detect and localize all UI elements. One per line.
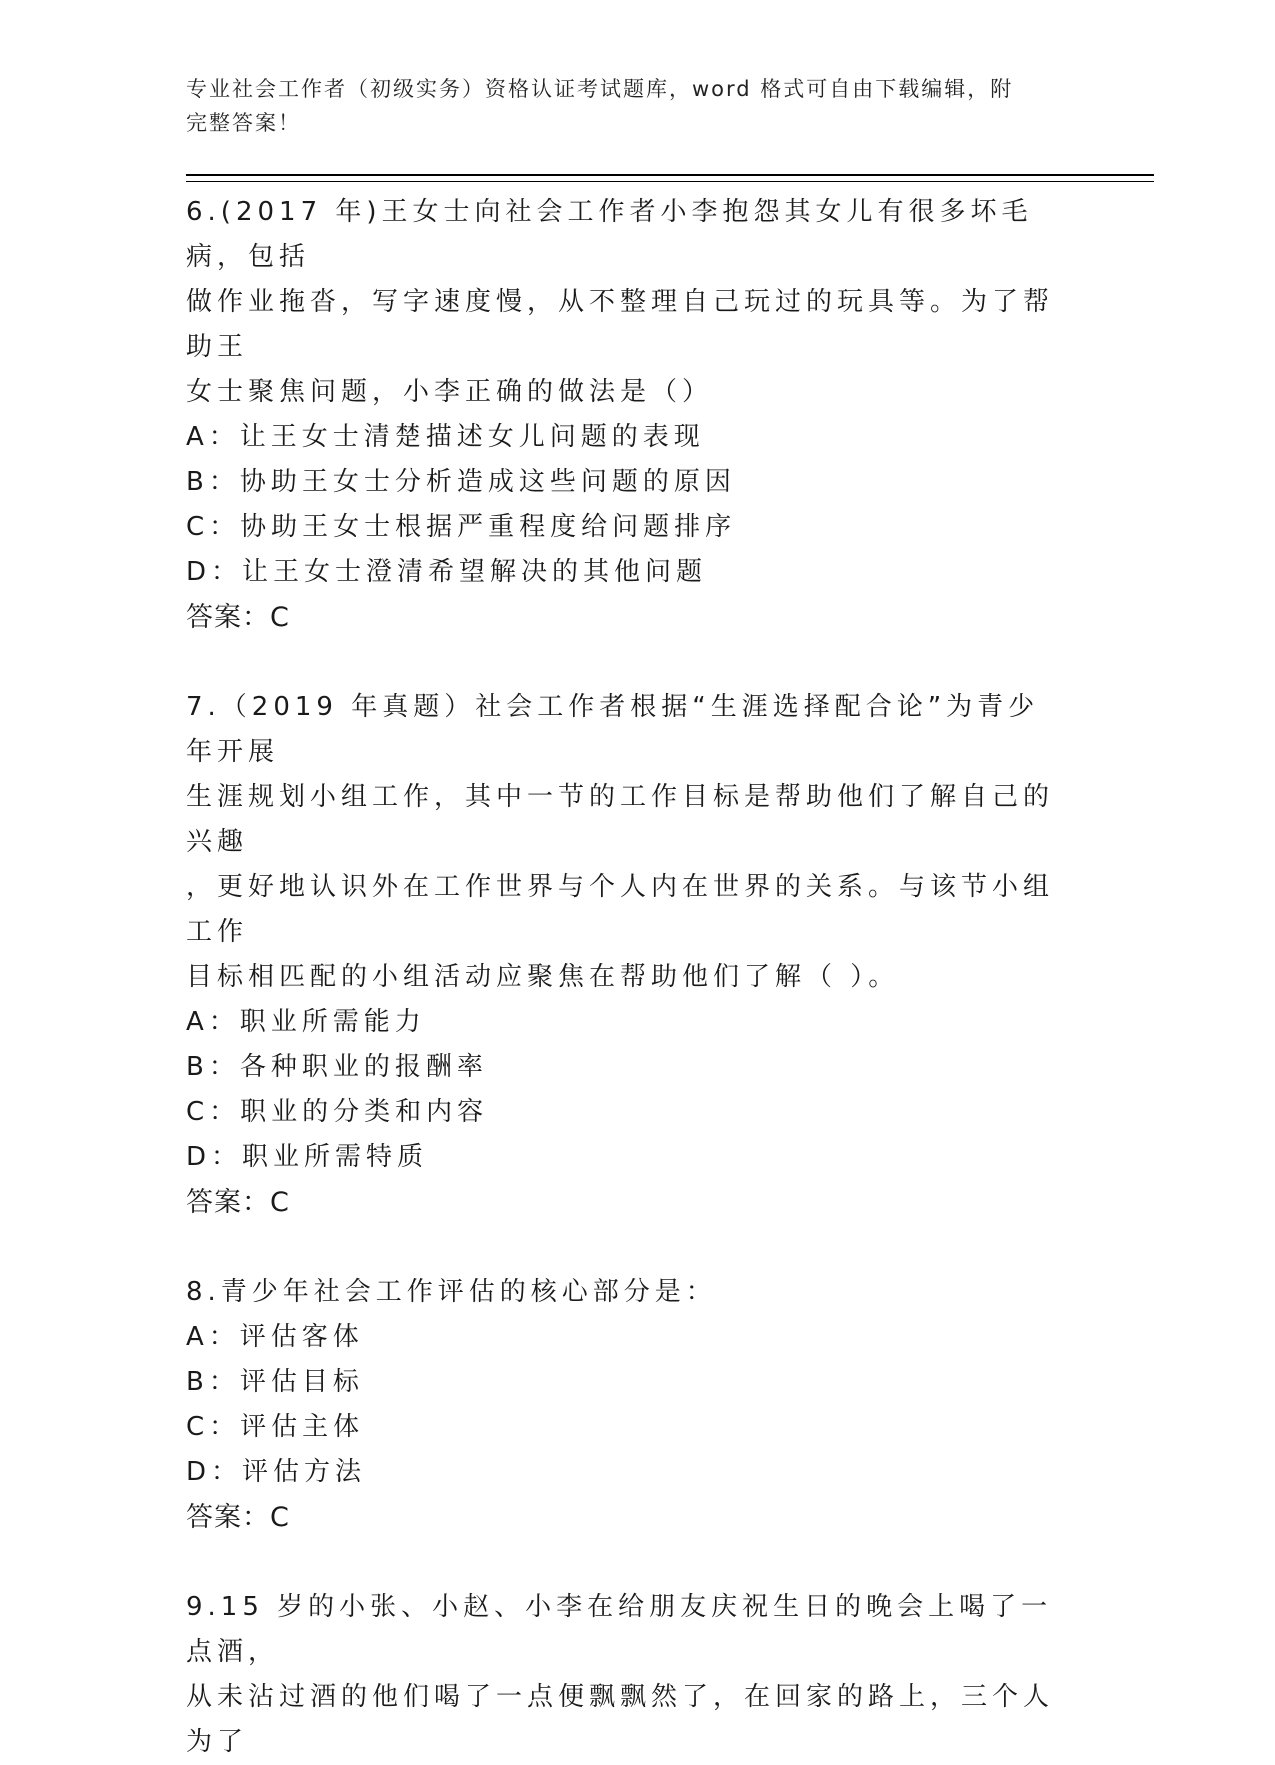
question-stem-line: 女士聚焦问题，小李正确的做法是（） (186, 377, 714, 407)
question-list (186, 190, 1066, 1765)
option-b: B：协助王女士分析造成这些问题的原因 (186, 467, 736, 497)
option-b: B：各种职业的报酬率 (186, 1052, 488, 1082)
question-stem-line: 从未沾过酒的他们喝了一点便飘飘然了，在回家的路上，三个人为了 (186, 1682, 1055, 1757)
question-stem-line: 做作业拖沓，写字速度慢，从不整理自己玩过的玩具等。为了帮助王 (186, 287, 1055, 362)
option-b: B：评估目标 (186, 1367, 364, 1397)
header-line-1: 专业社会工作者（初级实务）资格认证考试题库，word 格式可自由下载编辑，附 (186, 77, 1014, 101)
question-7 (186, 685, 1066, 1225)
question-stem-line: 9.15 岁的小张、小赵、小李在给朋友庆祝生日的晚会上喝了一点酒， (186, 1592, 1053, 1667)
option-d: D：评估方法 (186, 1457, 367, 1487)
option-a: A：评估客体 (186, 1322, 364, 1352)
answer-label: 答案：C (186, 602, 290, 633)
spacer (186, 1225, 1066, 1270)
spacer (186, 1540, 1066, 1585)
header-divider-thick (186, 174, 1154, 176)
answer-label: 答案：C (186, 1187, 290, 1218)
option-c: C：职业的分类和内容 (186, 1097, 489, 1127)
option-d: D：让王女士澄清希望解决的其他问题 (186, 557, 708, 587)
header-divider-thin (186, 181, 1154, 182)
option-a: A：让王女士清楚描述女儿问题的表现 (186, 422, 705, 452)
document-header (186, 72, 1066, 140)
question-8 (186, 1270, 1066, 1540)
answer-label: 答案：C (186, 1502, 290, 1533)
header-line-2: 完整答案！ (186, 111, 301, 135)
question-stem-line: 6.(2017 年)王女士向社会工作者小李抱怨其女儿有很多坏毛病，包括 (186, 197, 1033, 272)
question-stem-line: ，更好地认识外在工作世界与个人内在世界的关系。与该节小组工作 (186, 872, 1055, 947)
question-6 (186, 190, 1066, 640)
option-a: A：职业所需能力 (186, 1007, 426, 1037)
question-stem-line: 8.青少年社会工作评估的核心部分是： (186, 1277, 717, 1307)
question-stem-line: 生涯规划小组工作，其中一节的工作目标是帮助他们了解自己的兴趣 (186, 782, 1055, 857)
question-stem-line: 7.（2019 年真题）社会工作者根据“生涯选择配合论”为青少年开展 (186, 692, 1040, 767)
spacer (186, 640, 1066, 685)
option-c: C：评估主体 (186, 1412, 365, 1442)
option-d: D：职业所需特质 (186, 1142, 429, 1172)
question-9 (186, 1585, 1066, 1765)
option-c: C：协助王女士根据严重程度给问题排序 (186, 512, 737, 542)
question-stem-line: 目标相匹配的小组活动应聚焦在帮助他们了解（ ）。 (186, 962, 900, 992)
